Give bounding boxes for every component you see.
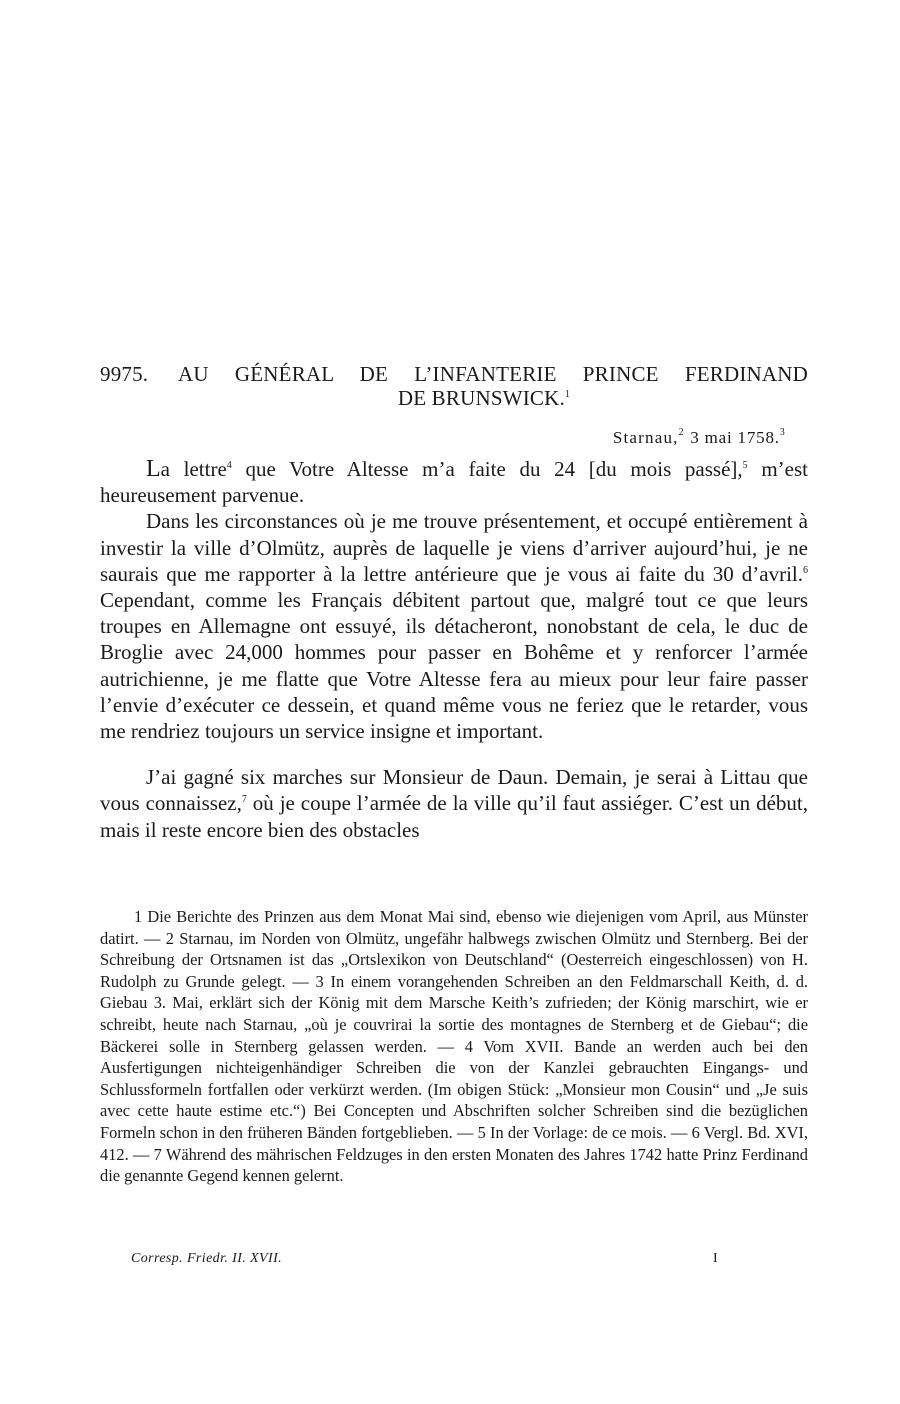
footnote-ref-5: 5 bbox=[742, 460, 748, 471]
letter-body bbox=[100, 456, 808, 843]
initial-letter: L bbox=[146, 456, 161, 482]
heading-line-2 bbox=[100, 386, 808, 410]
p2-text-a: Dans les circonstances où je me trouve présentement, et occupé entièrement à investir la ville d’Olmütz, auprès de laquelle je viens d’arriver aujourd’hui, je ne saurais que me rapporter à la lettre antérieure que je vous ai faite du 30 d’avril. bbox=[100, 509, 808, 586]
p3-text-a: J’ai gagné six marches sur Monsieur de Daun. Demain, je serai à Littau que vous connaissez, bbox=[100, 765, 808, 816]
footnote-ref-7: 7 bbox=[241, 794, 247, 806]
dateline bbox=[613, 428, 786, 448]
letter-number: 9975. bbox=[100, 362, 149, 386]
footnotes-text: 1 Die Berichte des Prinzen aus dem Monat Mai sind, ebenso wie diejenigen vom April, aus Münster datirt. — 2 Starnau, im Norden von Olmütz, ungefähr halbwegs zwischen Olmütz und Sternberg. Bei der Schreibung der Ortsnamen ist das „Ortslexikon von Deutschland“ (Oesterreich eingeschlossen) von H. Rudolph zu Grunde gelegt. — 3 In einem vorangehenden Schreiben an den Feldmarschall Keith, d. d. Giebau 3. Mai, erklärt sich der König mit dem Marsche Keith’s zufrieden; der König marschirt, wie er schreibt, heute nach Starnau, „où je couvrirai la sortie des montagnes de Sternberg et de Giebau“; die Bäckerei solle in Sternberg gelassen werden. — 4 Vom XVII. Bande an werden auch bei den Ausfertigungen nichteigenhändiger Schreiben die von der Kanzlei gebrauchten Eingangs- und Schlussformeln fortfallen oder verkürzt werden. (Im obigen Stück: „Monsieur mon Cousin“ und „Je suis avec cette haute estime etc.“) Bei Concepten und Abschriften solcher Schreiben sind die bezüglichen Formeln schon in den früheren Bänden fortgeblieben. — 5 In der Vorlage: de ce mois. — 6 Vergl. Bd. XVI, 412. — 7 Während des mährischen Feldzuges in den ersten Monaten des Jahres 1742 hatte Prinz Ferdinand die genannte Gegend kennen gelernt. bbox=[100, 907, 808, 1186]
paragraph-2 bbox=[100, 508, 808, 744]
paragraph-3 bbox=[100, 764, 808, 843]
p2-text-b: Cependant, comme les Français débitent partout que, malgré tout ce que leurs troupes en Allemagne ont essuyé, ils détacheront, nonobstant de cela, le duc de Broglie avec 24,000 hommes pour passer en Bohême et y renforcer l’armée autrichienne, je me flatte que Votre Altesse fera au mieux pour leur faire passer l’envie d’exécuter ce dessein, et quand même vous ne feriez que le retarder, vous me rendriez toujours un service insigne et important. bbox=[100, 588, 808, 744]
date: 3 mai 1758. bbox=[690, 428, 780, 447]
heading-line-2-text: DE BRUNSWICK. bbox=[397, 386, 565, 410]
footnote-ref-4: 4 bbox=[226, 460, 232, 471]
p1-text-c: m’est heureusement parvenue. bbox=[100, 457, 808, 508]
footnote-ref-6: 6 bbox=[803, 564, 808, 576]
paragraph-1 bbox=[100, 456, 808, 508]
place: Starnau, bbox=[612, 428, 679, 447]
footer-sheet-number: I bbox=[713, 1251, 718, 1266]
p3-text-b: où je coupe l’armée de la ville qu’il faut assiéger. C’est un début, mais il reste encore bien des obstacles bbox=[100, 791, 808, 842]
footer-source: Corresp. Friedr. II. XVII. bbox=[131, 1251, 283, 1266]
place-footnote-ref: 2 bbox=[678, 427, 685, 438]
heading-footnote-ref: 1 bbox=[564, 389, 571, 400]
footnotes bbox=[100, 906, 808, 1187]
p1-text-a: a lettre bbox=[160, 457, 227, 481]
letter-heading bbox=[100, 362, 808, 410]
p1-text-b: que Votre Altesse m’a faite du 24 [du mois passé], bbox=[231, 457, 743, 481]
heading-line-1: AU GÉNÉRAL DE L’INFANTERIE PRINCE FERDINAND bbox=[178, 362, 808, 386]
date-footnote-ref: 3 bbox=[779, 427, 786, 438]
